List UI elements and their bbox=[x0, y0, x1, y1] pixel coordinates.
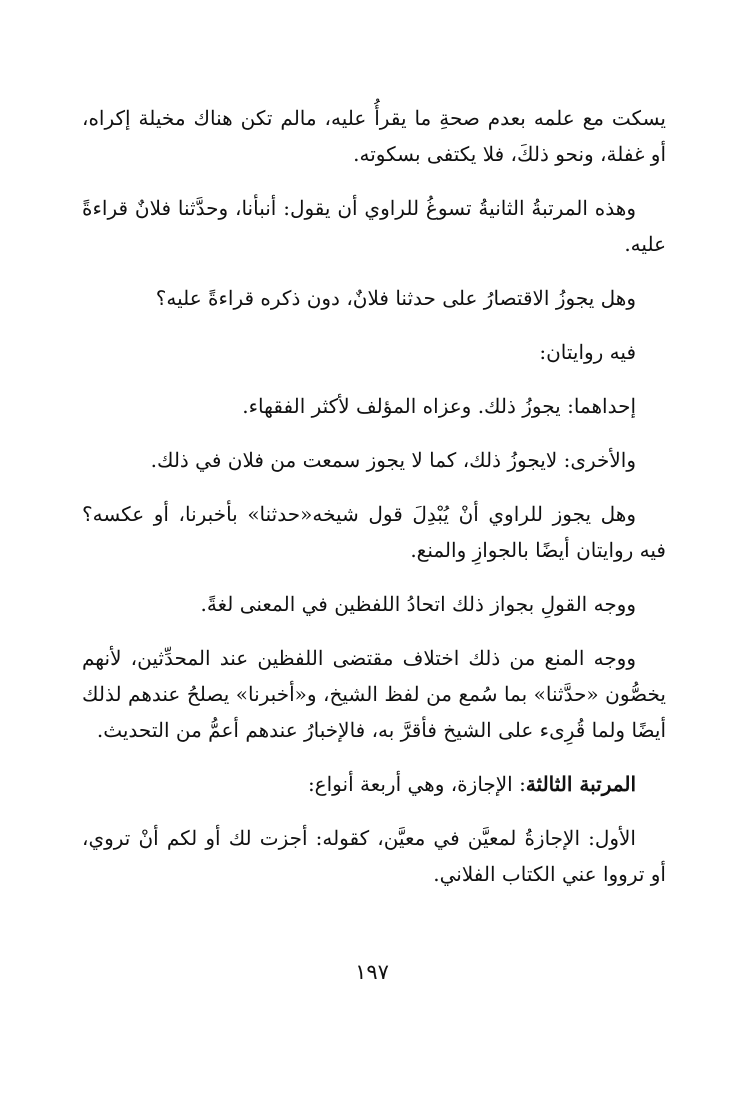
paragraph-10 bbox=[82, 766, 666, 802]
paragraph-3: وهل يجوزُ الاقتصارُ على حدثنا فلانٌ، دون ذكره قراءةً عليه؟ bbox=[155, 286, 636, 310]
paragraph-5: إحداهما: يجوزُ ذلك. وعزاه المؤلف لأكثر الفقهاء. bbox=[242, 394, 636, 418]
paragraph-4: فيه روايتان: bbox=[539, 340, 636, 364]
page-body bbox=[82, 100, 666, 910]
paragraph-2: وهذه المرتبةُ الثانيةُ تسوغُ للراوي أن يقول: أنبأنا، وحدَّثنا فلانٌ قراءةً عليه. bbox=[82, 196, 666, 256]
page-number: ١٩٧ bbox=[355, 960, 389, 984]
section-heading: المرتبة الثالثة bbox=[525, 772, 636, 796]
paragraph-6: والأخرى: لايجوزُ ذلك، كما لا يجوز سمعت من فلان في ذلك. bbox=[150, 448, 636, 472]
section-heading-text: : الإجازة، وهي أربعة أنواع: bbox=[307, 772, 526, 796]
paragraph-1: يسكت مع علمه بعدم صحةِ ما يقرأُ عليه، مالم تكن هناك مخيلة إكراه، أو غفلة، ونحو ذلكَ، فلا يكتفى بسكوته. bbox=[82, 106, 666, 166]
paragraph-9: ووجه المنع من ذلك اختلاف مقتضى اللفظين عند المحدِّثين، لأنهم يخصُّون «حدَّثنا» بما سُمع من لفظ الشيخ، و«أخبرنا» يصلحُ عندهم لذلك أيضًا ولما قُرِىء على الشيخ فأقرَّ به، فالإخبارُ عندهم أعمُّ من التحديث. bbox=[82, 646, 666, 742]
paragraph-11: الأول: الإجازةُ لمعيَّن في معيَّن، كقوله: أجزت لك أو لكم أنْ تروي، أو ترووا عني الكتاب الفلاني. bbox=[82, 826, 666, 886]
paragraph-7: وهل يجوز للراوي أنْ يُبْدِلَ قول شيخه«حدثنا» بأخبرنا، أو عكسه؟ فيه روايتان أيضًا بالجوازِ والمنع. bbox=[82, 502, 666, 562]
paragraph-8: ووجه القولِ بجواز ذلك اتحادُ اللفظين في المعنى لغةً. bbox=[200, 592, 636, 616]
